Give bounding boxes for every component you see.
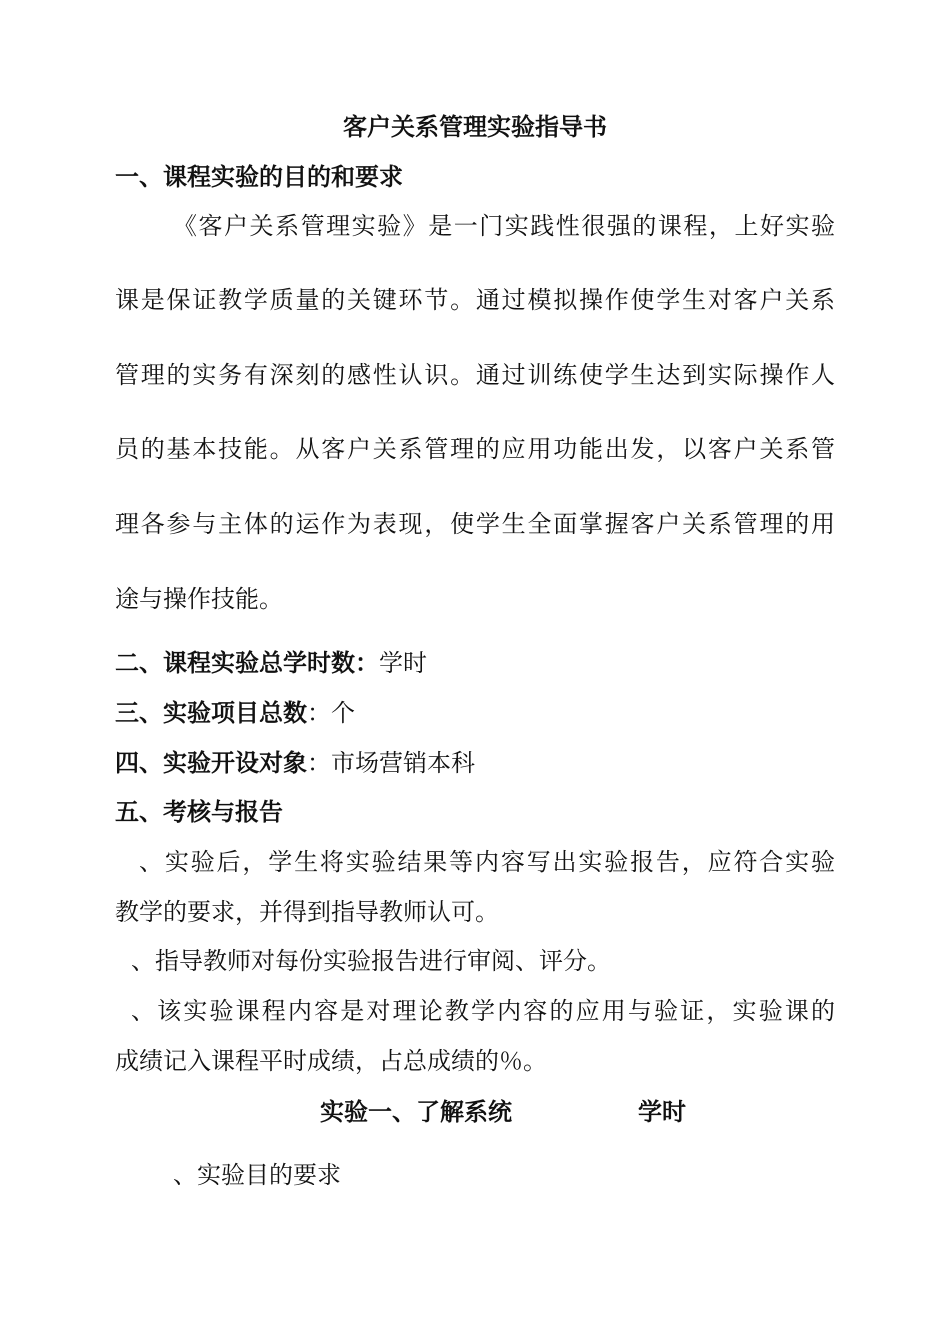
section1-paragraph-line: 《客户关系管理实验》是一门实践性很强的课程，上好实验 (173, 212, 835, 240)
section2-value: 学时 (379, 649, 427, 677)
section5-item1-line: 、实验后，学生将实验结果等内容写出实验报告，应符合实验 (139, 848, 835, 876)
section4-value: 市场营销本科 (331, 749, 475, 777)
section3-row (115, 698, 835, 728)
section1-paragraph-line: 途与操作技能。 (115, 585, 283, 613)
section2-row (115, 648, 835, 678)
experiment1-hours: 学时 (638, 1097, 686, 1126)
section2-heading: 二、课程实验总学时数： (115, 648, 379, 677)
section1-paragraph-line: 管理的实务有深刻的感性认识。通过训练使学生达到实际操作人 (115, 361, 835, 389)
section1-paragraph-line: 课是保证教学质量的关键环节。通过模拟操作使学生对客户关系 (115, 286, 835, 314)
section3-heading: 三、实验项目总数 (115, 698, 307, 727)
section1-paragraph-line: 理各参与主体的运作为表现，使学生全面掌握客户关系管理的用 (115, 510, 835, 538)
experiment1-title: 实验一、了解系统 (320, 1097, 512, 1126)
section4-heading: 四、实验开设对象 (115, 748, 307, 777)
experiment1-subheading: 、实验目的要求 (173, 1161, 341, 1189)
section5-item1-line: 教学的要求，并得到指导教师认可。 (115, 898, 499, 926)
section1-paragraph-line: 员的基本技能。从客户关系管理的应用功能出发，以客户关系管 (115, 435, 835, 463)
section5-heading: 五、考核与报告 (115, 797, 283, 826)
section4-colon: ： (307, 749, 331, 777)
section3-value: 个 (331, 699, 355, 727)
section1-heading: 一、课程实验的目的和要求 (115, 162, 403, 191)
section4-row (115, 748, 835, 778)
section5-item3-line: 成绩记入课程平时成绩，占总成绩的％。 (115, 1047, 547, 1075)
section5-item2: 、指导教师对每份实验报告进行审阅、评分。 (131, 947, 611, 975)
document-title: 客户关系管理实验指导书 (343, 112, 607, 141)
section3-colon: ： (307, 699, 331, 727)
section5-item3-line: 、该实验课程内容是对理论教学内容的应用与验证，实验课的 (131, 997, 835, 1025)
